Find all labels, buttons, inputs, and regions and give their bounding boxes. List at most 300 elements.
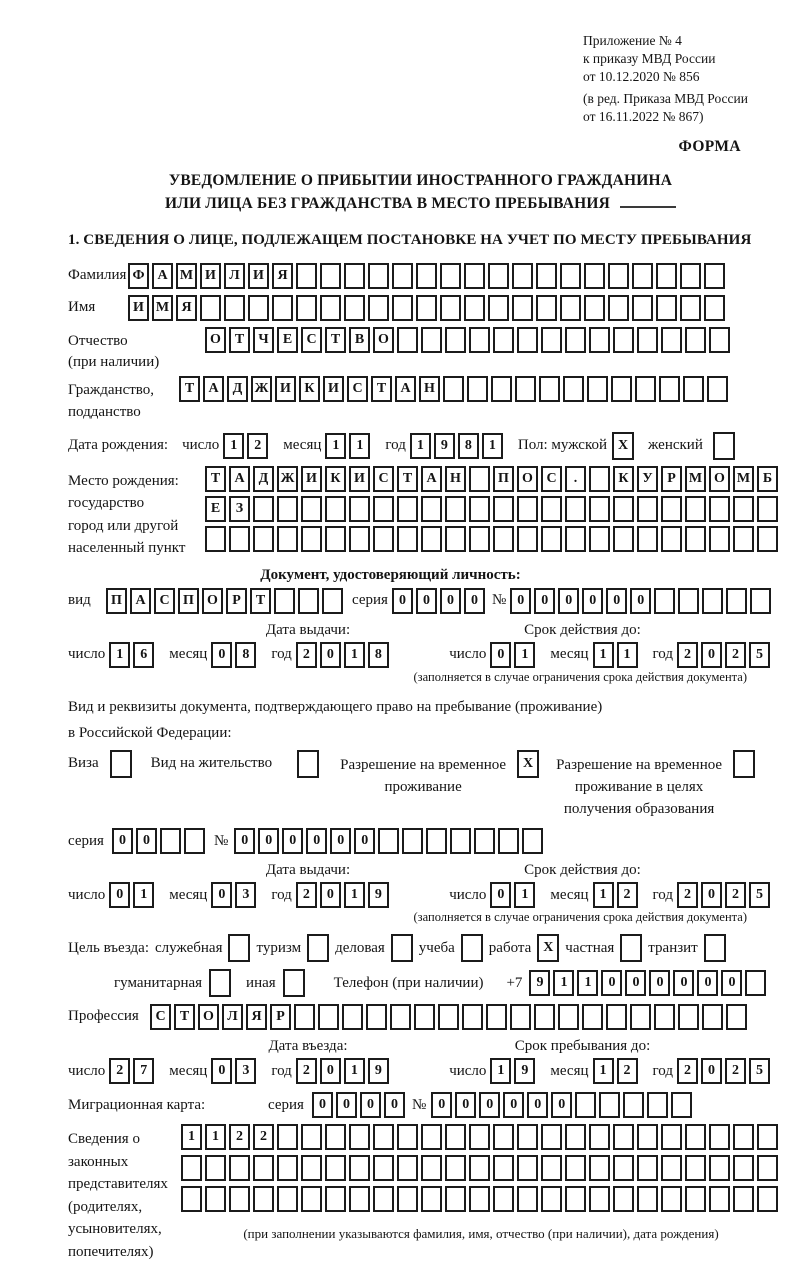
sex-male-checkbox[interactable] [612,432,634,460]
char-cell[interactable] [637,496,658,522]
temp-residence-edu-checkbox[interactable] [733,750,755,778]
char-cell[interactable] [205,1155,226,1181]
char-cell[interactable] [599,1092,620,1118]
char-cell[interactable]: А [229,466,250,492]
char-cell[interactable]: 5 [749,642,770,668]
char-cell[interactable] [426,828,447,854]
char-cell[interactable] [272,295,293,321]
char-cell[interactable] [342,1004,363,1030]
char-cell[interactable]: 0 [431,1092,452,1118]
char-cell[interactable] [397,1186,418,1212]
char-cell[interactable]: 2 [725,642,746,668]
char-cell[interactable] [515,376,536,402]
char-cell[interactable] [461,934,483,962]
char-cell[interactable]: М [152,295,173,321]
char-cell[interactable] [709,1124,730,1150]
char-cell[interactable]: 1 [205,1124,226,1150]
char-cell[interactable] [560,263,581,289]
char-cell[interactable] [702,588,723,614]
char-cell[interactable]: 2 [617,1058,638,1084]
char-cell[interactable] [613,526,634,552]
char-cell[interactable] [733,1155,754,1181]
char-cell[interactable]: 0 [673,970,694,996]
char-cell[interactable]: Т [174,1004,195,1030]
char-cell[interactable] [416,295,437,321]
char-cell[interactable] [443,376,464,402]
char-cell[interactable] [678,588,699,614]
char-cell[interactable]: 0 [312,1092,333,1118]
char-cell[interactable] [630,1004,651,1030]
sex-female-checkbox[interactable] [713,432,735,460]
char-cell[interactable] [656,295,677,321]
char-cell[interactable] [416,263,437,289]
char-cell[interactable]: И [128,295,149,321]
char-cell[interactable] [464,295,485,321]
char-cell[interactable]: 2 [296,1058,317,1084]
char-cell[interactable]: С [150,1004,171,1030]
char-cell[interactable] [498,828,519,854]
char-cell[interactable]: У [637,466,658,492]
char-cell[interactable]: 0 [211,642,232,668]
char-cell[interactable]: 1 [617,642,638,668]
char-cell[interactable] [707,376,728,402]
char-cell[interactable] [491,376,512,402]
char-cell[interactable] [373,496,394,522]
char-cell[interactable]: М [176,263,197,289]
char-cell[interactable] [661,1124,682,1150]
char-cell[interactable]: Я [272,263,293,289]
char-cell[interactable] [517,327,538,353]
char-cell[interactable]: Б [757,466,778,492]
char-cell[interactable] [536,263,557,289]
char-cell[interactable] [726,1004,747,1030]
char-cell[interactable] [373,526,394,552]
char-cell[interactable]: О [202,588,223,614]
char-cell[interactable] [534,1004,555,1030]
char-cell[interactable] [608,295,629,321]
char-cell[interactable] [685,327,706,353]
char-cell[interactable] [366,1004,387,1030]
char-cell[interactable]: Е [277,327,298,353]
char-cell[interactable] [623,1092,644,1118]
char-cell[interactable] [392,263,413,289]
char-cell[interactable] [373,1186,394,1212]
char-cell[interactable]: Т [397,466,418,492]
char-cell[interactable] [421,526,442,552]
char-cell[interactable]: 0 [306,828,327,854]
char-cell[interactable]: 0 [701,882,722,908]
char-cell[interactable] [750,588,771,614]
char-cell[interactable] [685,496,706,522]
char-cell[interactable]: 2 [229,1124,250,1150]
char-cell[interactable] [661,1186,682,1212]
purpose-study-checkbox[interactable] [461,934,483,962]
char-cell[interactable]: Т [250,588,271,614]
char-cell[interactable] [307,934,329,962]
char-cell[interactable] [560,295,581,321]
char-cell[interactable]: . [565,466,586,492]
char-cell[interactable] [582,1004,603,1030]
char-cell[interactable]: 5 [749,882,770,908]
char-cell[interactable] [587,376,608,402]
char-cell[interactable] [349,1186,370,1212]
char-cell[interactable]: 0 [534,588,555,614]
char-cell[interactable] [373,1124,394,1150]
char-cell[interactable]: 0 [384,1092,405,1118]
char-cell[interactable]: Я [176,295,197,321]
char-cell[interactable] [541,526,562,552]
char-cell[interactable] [637,1124,658,1150]
char-cell[interactable] [661,496,682,522]
char-cell[interactable] [733,750,755,778]
char-cell[interactable]: 0 [211,1058,232,1084]
char-cell[interactable] [589,496,610,522]
char-cell[interactable] [536,295,557,321]
visa-checkbox[interactable] [110,750,132,778]
char-cell[interactable] [584,263,605,289]
char-cell[interactable] [486,1004,507,1030]
char-cell[interactable]: А [395,376,416,402]
char-cell[interactable]: 1 [344,1058,365,1084]
char-cell[interactable]: 0 [392,588,413,614]
char-cell[interactable]: 2 [296,642,317,668]
char-cell[interactable] [253,496,274,522]
char-cell[interactable] [680,295,701,321]
char-cell[interactable]: 2 [247,433,268,459]
char-cell[interactable]: 0 [490,642,511,668]
char-cell[interactable]: О [373,327,394,353]
char-cell[interactable]: 0 [136,828,157,854]
char-cell[interactable]: 8 [235,642,256,668]
char-cell[interactable]: 0 [503,1092,524,1118]
char-cell[interactable]: X [612,432,634,460]
char-cell[interactable] [685,526,706,552]
char-cell[interactable]: 1 [514,882,535,908]
char-cell[interactable] [349,1155,370,1181]
char-cell[interactable]: И [275,376,296,402]
char-cell[interactable] [659,376,680,402]
char-cell[interactable] [320,263,341,289]
char-cell[interactable] [517,526,538,552]
purpose-official-checkbox[interactable] [228,934,250,962]
char-cell[interactable] [661,327,682,353]
char-cell[interactable]: 2 [725,882,746,908]
char-cell[interactable] [488,263,509,289]
char-cell[interactable] [733,526,754,552]
char-cell[interactable]: 1 [223,433,244,459]
char-cell[interactable]: И [200,263,221,289]
char-cell[interactable] [421,496,442,522]
char-cell[interactable] [512,295,533,321]
char-cell[interactable] [200,295,221,321]
char-cell[interactable] [656,263,677,289]
char-cell[interactable] [709,496,730,522]
char-cell[interactable]: Р [661,466,682,492]
char-cell[interactable] [709,1155,730,1181]
char-cell[interactable]: 1 [349,433,370,459]
char-cell[interactable]: А [130,588,151,614]
char-cell[interactable] [541,1124,562,1150]
char-cell[interactable] [517,1186,538,1212]
char-cell[interactable]: 1 [109,642,130,668]
char-cell[interactable] [277,1124,298,1150]
char-cell[interactable]: К [613,466,634,492]
char-cell[interactable] [469,526,490,552]
char-cell[interactable]: 0 [211,882,232,908]
char-cell[interactable]: 2 [253,1124,274,1150]
char-cell[interactable] [565,327,586,353]
char-cell[interactable] [390,1004,411,1030]
char-cell[interactable] [301,496,322,522]
char-cell[interactable]: 0 [455,1092,476,1118]
char-cell[interactable] [704,263,725,289]
char-cell[interactable] [606,1004,627,1030]
char-cell[interactable] [469,327,490,353]
char-cell[interactable]: В [349,327,370,353]
char-cell[interactable]: Р [270,1004,291,1030]
char-cell[interactable]: 2 [677,1058,698,1084]
char-cell[interactable] [632,263,653,289]
char-cell[interactable] [733,1124,754,1150]
char-cell[interactable]: 2 [296,882,317,908]
char-cell[interactable] [565,496,586,522]
char-cell[interactable]: 9 [514,1058,535,1084]
char-cell[interactable]: Ч [253,327,274,353]
char-cell[interactable]: 2 [725,1058,746,1084]
char-cell[interactable] [589,327,610,353]
char-cell[interactable] [683,376,704,402]
char-cell[interactable] [745,970,766,996]
char-cell[interactable]: 5 [749,1058,770,1084]
char-cell[interactable] [704,295,725,321]
char-cell[interactable]: 0 [112,828,133,854]
char-cell[interactable] [517,1124,538,1150]
char-cell[interactable] [467,376,488,402]
char-cell[interactable] [611,376,632,402]
char-cell[interactable]: Р [226,588,247,614]
char-cell[interactable] [637,1186,658,1212]
char-cell[interactable] [283,969,305,997]
char-cell[interactable] [277,1186,298,1212]
char-cell[interactable] [493,526,514,552]
char-cell[interactable] [685,1155,706,1181]
char-cell[interactable] [613,1186,634,1212]
char-cell[interactable] [757,496,778,522]
char-cell[interactable]: Т [229,327,250,353]
char-cell[interactable] [469,1186,490,1212]
char-cell[interactable] [462,1004,483,1030]
char-cell[interactable]: Л [224,263,245,289]
char-cell[interactable] [344,263,365,289]
char-cell[interactable] [541,1186,562,1212]
char-cell[interactable] [565,1186,586,1212]
char-cell[interactable]: 0 [416,588,437,614]
char-cell[interactable] [320,295,341,321]
char-cell[interactable] [205,1186,226,1212]
char-cell[interactable] [635,376,656,402]
purpose-transit-checkbox[interactable] [704,934,726,962]
char-cell[interactable] [253,1186,274,1212]
char-cell[interactable]: 1 [553,970,574,996]
char-cell[interactable] [589,526,610,552]
char-cell[interactable]: П [178,588,199,614]
char-cell[interactable] [671,1092,692,1118]
purpose-humanitarian-checkbox[interactable] [209,969,231,997]
char-cell[interactable]: 0 [109,882,130,908]
char-cell[interactable]: И [323,376,344,402]
char-cell[interactable] [229,1186,250,1212]
char-cell[interactable] [181,1155,202,1181]
char-cell[interactable] [445,1124,466,1150]
char-cell[interactable]: 1 [482,433,503,459]
char-cell[interactable]: 1 [490,1058,511,1084]
char-cell[interactable] [637,327,658,353]
char-cell[interactable]: Е [205,496,226,522]
char-cell[interactable] [296,263,317,289]
char-cell[interactable] [702,1004,723,1030]
char-cell[interactable] [517,1155,538,1181]
char-cell[interactable]: 0 [721,970,742,996]
char-cell[interactable]: 1 [344,882,365,908]
char-cell[interactable] [575,1092,596,1118]
char-cell[interactable]: 0 [336,1092,357,1118]
char-cell[interactable] [445,327,466,353]
char-cell[interactable] [325,526,346,552]
char-cell[interactable] [565,1124,586,1150]
char-cell[interactable] [558,1004,579,1030]
char-cell[interactable]: Д [227,376,248,402]
char-cell[interactable] [685,1124,706,1150]
char-cell[interactable] [301,1155,322,1181]
char-cell[interactable] [229,1155,250,1181]
char-cell[interactable] [421,1155,442,1181]
char-cell[interactable] [704,934,726,962]
char-cell[interactable] [757,1155,778,1181]
char-cell[interactable] [541,496,562,522]
char-cell[interactable]: А [152,263,173,289]
char-cell[interactable]: М [733,466,754,492]
char-cell[interactable] [678,1004,699,1030]
char-cell[interactable]: 0 [649,970,670,996]
char-cell[interactable] [709,1186,730,1212]
char-cell[interactable]: 0 [551,1092,572,1118]
char-cell[interactable] [438,1004,459,1030]
char-cell[interactable] [726,588,747,614]
char-cell[interactable] [421,1186,442,1212]
char-cell[interactable]: 0 [320,882,341,908]
char-cell[interactable] [205,526,226,552]
char-cell[interactable] [563,376,584,402]
char-cell[interactable] [368,295,389,321]
char-cell[interactable] [613,327,634,353]
char-cell[interactable] [620,934,642,962]
char-cell[interactable]: 1 [577,970,598,996]
purpose-private-checkbox[interactable] [620,934,642,962]
char-cell[interactable] [397,496,418,522]
char-cell[interactable] [421,327,442,353]
char-cell[interactable] [680,263,701,289]
char-cell[interactable]: 1 [344,642,365,668]
char-cell[interactable] [209,969,231,997]
char-cell[interactable] [565,1155,586,1181]
char-cell[interactable]: С [347,376,368,402]
char-cell[interactable] [733,1186,754,1212]
char-cell[interactable] [757,1124,778,1150]
char-cell[interactable] [277,1155,298,1181]
char-cell[interactable]: 2 [677,642,698,668]
char-cell[interactable] [493,1186,514,1212]
char-cell[interactable]: А [203,376,224,402]
purpose-tourism-checkbox[interactable] [307,934,329,962]
char-cell[interactable]: X [517,750,539,778]
char-cell[interactable]: 1 [410,433,431,459]
char-cell[interactable] [450,828,471,854]
char-cell[interactable] [654,1004,675,1030]
char-cell[interactable]: 7 [133,1058,154,1084]
char-cell[interactable] [661,526,682,552]
char-cell[interactable] [613,496,634,522]
char-cell[interactable] [709,327,730,353]
char-cell[interactable]: О [205,327,226,353]
char-cell[interactable]: 0 [464,588,485,614]
char-cell[interactable] [647,1092,668,1118]
char-cell[interactable] [510,1004,531,1030]
char-cell[interactable] [589,466,610,492]
char-cell[interactable]: 8 [368,642,389,668]
char-cell[interactable] [488,295,509,321]
char-cell[interactable]: X [537,934,559,962]
char-cell[interactable] [469,1155,490,1181]
char-cell[interactable]: К [325,466,346,492]
char-cell[interactable]: 0 [234,828,255,854]
char-cell[interactable] [391,934,413,962]
char-cell[interactable] [493,496,514,522]
char-cell[interactable]: 9 [434,433,455,459]
char-cell[interactable] [325,1155,346,1181]
char-cell[interactable] [349,526,370,552]
char-cell[interactable] [277,526,298,552]
char-cell[interactable]: 0 [490,882,511,908]
char-cell[interactable]: О [709,466,730,492]
char-cell[interactable] [349,1124,370,1150]
char-cell[interactable]: 0 [582,588,603,614]
char-cell[interactable] [318,1004,339,1030]
char-cell[interactable]: 0 [601,970,622,996]
char-cell[interactable]: 0 [701,1058,722,1084]
char-cell[interactable]: 0 [606,588,627,614]
char-cell[interactable] [392,295,413,321]
temp-residence-checkbox[interactable] [517,750,539,778]
char-cell[interactable] [512,263,533,289]
char-cell[interactable]: С [373,466,394,492]
char-cell[interactable]: 2 [109,1058,130,1084]
char-cell[interactable]: Д [253,466,274,492]
char-cell[interactable] [474,828,495,854]
char-cell[interactable] [160,828,181,854]
char-cell[interactable] [344,295,365,321]
char-cell[interactable] [493,327,514,353]
char-cell[interactable] [301,1186,322,1212]
char-cell[interactable]: С [154,588,175,614]
char-cell[interactable]: 1 [593,882,614,908]
char-cell[interactable] [229,526,250,552]
char-cell[interactable] [325,1186,346,1212]
char-cell[interactable] [565,526,586,552]
char-cell[interactable] [469,1124,490,1150]
char-cell[interactable] [469,466,490,492]
char-cell[interactable]: Ж [251,376,272,402]
char-cell[interactable]: 0 [479,1092,500,1118]
